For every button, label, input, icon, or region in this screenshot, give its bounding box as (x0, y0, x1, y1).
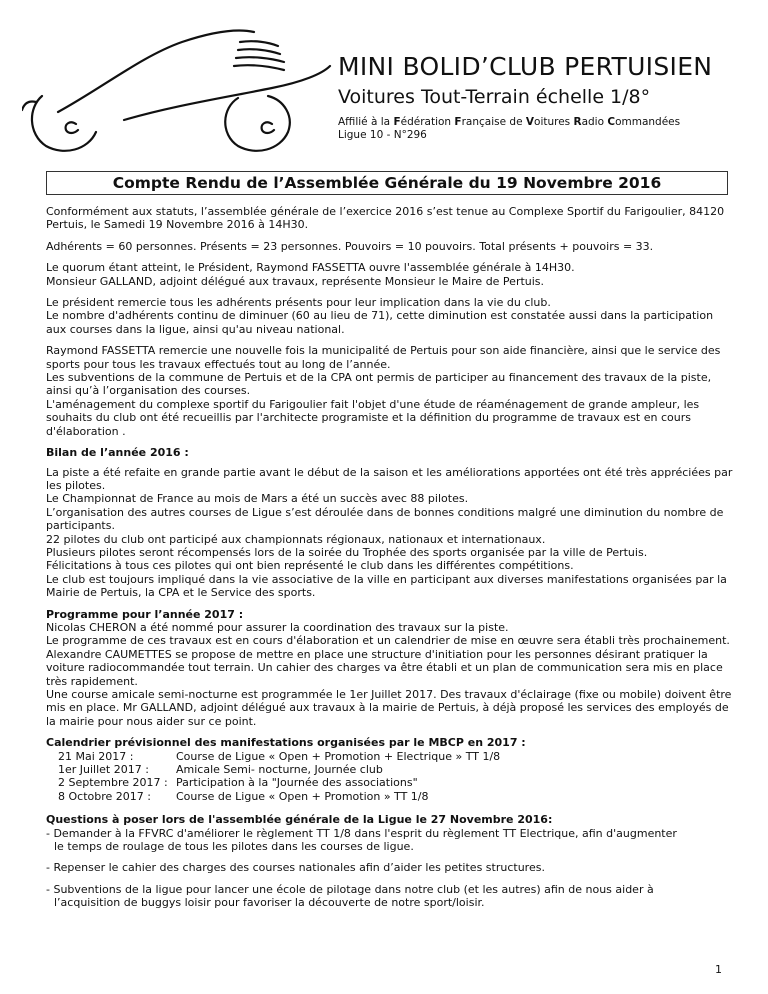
bilan-line: Le Championnat de France au mois de Mars a été un succès avec 88 pilotes. (46, 492, 469, 506)
question-line: l’acquisition de buggys loisir pour favoriser la découverte de notre sport/loisir. (54, 896, 485, 910)
representative-line: Monsieur GALLAND, adjoint délégué aux travaux, représente Monsieur le Maire de Pertuis. (46, 274, 545, 288)
affiliation-line (338, 116, 680, 129)
funding-paragraph (46, 344, 734, 438)
bilan-line: Le club est toujours impliqué dans la vie associative de la ville en participant aux diverses manifestations organisées par la Mairie de Pertuis, la CPA et le Service des sports. (46, 572, 727, 600)
club-subtitle: Voitures Tout-Terrain échelle 1/8° (338, 86, 651, 108)
question-item (46, 827, 734, 854)
quorum-paragraph (46, 261, 734, 288)
calendar-event: Course de Ligue « Open + Promotion + Electrique » TT 1/8 (176, 749, 501, 763)
programme-line: Le programme de ces travaux est en cours d'élaboration et un calendrier de mise en œuvre sera établi très prochainement. (46, 634, 730, 648)
affiliation-text: Affilié à la (338, 116, 394, 128)
ligue-number: Ligue 10 - N°296 (338, 129, 427, 141)
bilan-heading: Bilan de l’année 2016 : (46, 446, 189, 460)
bilan-line: La piste a été refaite en grande partie avant le début de la saison et les améliorations apportées ont été très appréciées par les pilotes. (46, 465, 733, 492)
affiliation-text: F (454, 116, 462, 128)
calendar-event: Amicale Semi- nocturne, Journée club (176, 763, 383, 777)
thanks-line: Le président remercie tous les adhérents présents pour leur implication dans la vie du club. (46, 296, 551, 310)
affiliation-text: édération (400, 116, 455, 128)
funding-line-3: L'aménagement du complexe sportif du Farigoulier fait l'objet d'une étude de réaménagement de grande ampleur, les souhaits du club ont été recueillis par l'architecte programiste et la définition du programme de travaux est en cours d'élaboration . (46, 397, 700, 438)
programme-heading: Programme pour l’année 2017 : (46, 607, 244, 621)
question-item (46, 883, 734, 910)
membership-line: Le nombre d'adhérents continu de diminuer (60 au lieu de 71), cette diminution est constatée aussi dans la participation aux courses dans la ligue, ainsi qu'au niveau national. (46, 309, 714, 336)
affiliation-text: rançaise de (461, 116, 526, 128)
question-line: - Repenser le cahier des charges des courses nationales afin d’aider les petites structures. (46, 861, 545, 875)
programme-line: Alexandre CAUMETTES se propose de mettre en place une structure d'initiation pour les personnes désirant pratiquer la voiture radiocommandée tout terrain. Un cahier des charges va être établi et un plan de communication sera mis en place très rapidement. (46, 647, 723, 688)
affiliation-text: oitures (534, 116, 574, 128)
bilan-section (46, 466, 734, 600)
thanks-paragraph (46, 296, 734, 336)
club-name: MINI BOLID’CLUB PERTUISIEN (338, 52, 713, 81)
question-line: le temps de roulage de tous les pilotes dans les courses de ligue. (54, 840, 414, 854)
calendar-event: Course de Ligue « Open + Promotion » TT 1/8 (176, 789, 429, 803)
affiliation-text: F (393, 116, 401, 128)
question-item (46, 861, 734, 874)
question-line: - Demander à la FFVRC d'améliorer le règlement TT 1/8 dans l'esprit du règlement TT Electrique, afin d'augmenter (46, 826, 677, 840)
document-body (46, 205, 734, 918)
bilan-line: Plusieurs pilotes seront récompensés lors de la soirée du Trophée des sports organisée par la ville de Pertuis. (46, 545, 648, 559)
bilan-line: 22 pilotes du club ont participé aux championnats régionaux, nationaux et internationaux. (46, 532, 546, 546)
calendar-date: 2 Septembre 2017 : (58, 776, 168, 790)
affiliation-text: V (525, 116, 535, 128)
quorum-line: Le quorum étant atteint, le Président, Raymond FASSETTA ouvre l'assemblée générale à 14H30. (46, 261, 575, 275)
calendar-row (46, 763, 734, 776)
calendar-row (46, 790, 734, 803)
calendar-heading: Calendrier prévisionnel des manifestations organisées par le MBCP en 2017 : (46, 736, 526, 750)
affiliation-text: ommandées (615, 116, 681, 128)
programme-line: Nicolas CHERON a été nommé pour assurer la coordination des travaux sur la piste. (46, 620, 509, 634)
funding-line-1: Raymond FASSETTA remercie une nouvelle fois la municipalité de Pertuis pour son aide financière, ainsi que le service des sports pour tous les travaux effectués tout au long de l’année. (46, 344, 721, 371)
calendar-date: 8 Octobre 2017 : (58, 789, 151, 803)
rc-buggy-logo-icon (22, 28, 334, 160)
attendance-paragraph: Adhérents = 60 personnes. Présents = 23 personnes. Pouvoirs = 10 pouvoirs. Total présents + pouvoirs = 33. (46, 239, 654, 253)
calendar-list (46, 750, 734, 804)
question-line: - Subventions de la ligue pour lancer une école de pilotage dans notre club (et les autres) afin de nous aider à (46, 882, 654, 896)
calendar-row (46, 776, 734, 789)
document-title: Compte Rendu de l’Assemblée Générale du 19 Novembre 2016 (46, 171, 728, 195)
calendar-date: 1er Juillet 2017 : (58, 763, 149, 777)
page-number: 1 (715, 963, 722, 976)
affiliation-text: adio (581, 116, 608, 128)
bilan-line: L’organisation des autres courses de Ligue s’est déroulée dans de bonnes conditions malgré une diminution du nombre de participants. (46, 505, 724, 533)
calendar-row (46, 750, 734, 763)
programme-section (46, 621, 734, 728)
questions-heading: Questions à poser lors de l'assemblée générale de la Ligue le 27 Novembre 2016: (46, 813, 553, 827)
funding-line-2: Les subventions de la commune de Pertuis et de la CPA ont permis de participer au financement des travaux de la piste, ainsi qu’à l’organisation des courses. (46, 371, 712, 398)
bilan-line: Félicitations à tous ces pilotes qui ont bien représenté le club dans les différentes compétitions. (46, 559, 574, 573)
calendar-date: 21 Mai 2017 : (58, 749, 134, 763)
affiliation-block (338, 116, 680, 142)
calendar-event: Participation à la "Journée des associations" (176, 776, 418, 790)
affiliation-text: R (573, 116, 582, 128)
affiliation-text: C (607, 116, 616, 128)
programme-line: Une course amicale semi-nocturne est programmée le 1er Juillet 2017. Des travaux d'éclairage (fixe ou mobile) doivent être mis en place. Mr GALLAND, adjoint délégué aux travaux à la mairie de Pertuis, à déjà proposé les services des employés de la mairie pour nous aider sur ce point. (46, 688, 732, 728)
intro-paragraph: Conformément aux statuts, l’assemblée générale de l’exercice 2016 s’est tenue au Complexe Sportif du Farigoulier, 84120 Pertuis, le Samedi 19 Novembre 2016 à 14H30. (46, 205, 725, 232)
